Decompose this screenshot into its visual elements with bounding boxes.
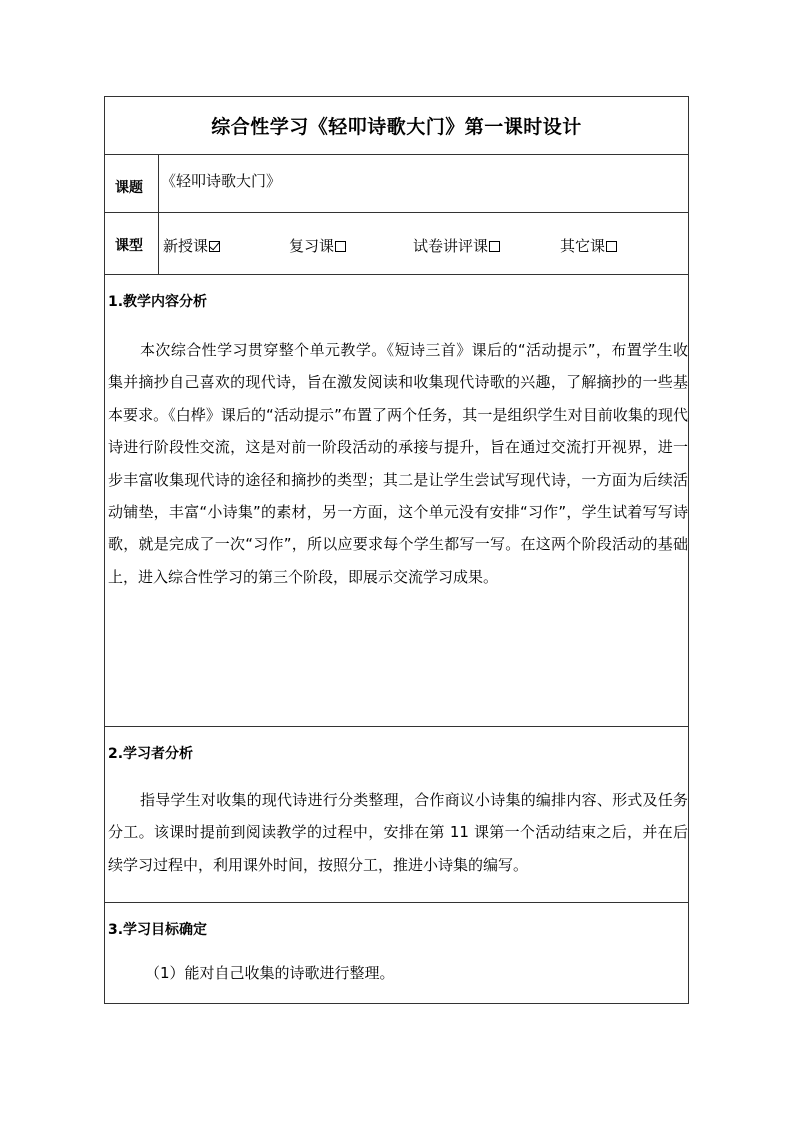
lesson-type-row (105, 213, 688, 275)
goal-item: （1）能对自己收集的诗歌进行整理。 (145, 964, 395, 982)
section-heading: 2.学习者分析 (108, 746, 194, 762)
section-learner-analysis (105, 727, 688, 903)
topic-label: 课题 (115, 180, 143, 196)
option-exam-review-lesson-label: 试卷讲评课 (413, 237, 489, 255)
option-exam-review-lesson[interactable] (413, 235, 500, 256)
unchecked-box-icon[interactable] (335, 241, 346, 252)
section-heading: 1.教学内容分析 (108, 294, 208, 310)
topic-row (105, 155, 688, 213)
unchecked-box-icon[interactable] (489, 241, 500, 252)
option-new-lesson[interactable] (163, 235, 220, 256)
option-other-lesson[interactable] (560, 235, 617, 256)
option-other-lesson-label: 其它课 (560, 237, 606, 255)
lesson-type-label-cell (105, 213, 159, 274)
document-title: 综合性学习《轻叩诗歌大门》第一课时设计 (211, 116, 582, 138)
lesson-design-table (104, 96, 689, 1004)
checked-box-icon[interactable] (209, 241, 220, 252)
section-heading: 3.学习目标确定 (108, 922, 208, 938)
section-learning-goals (105, 903, 688, 1005)
unchecked-box-icon[interactable] (606, 241, 617, 252)
topic-label-cell (105, 155, 159, 212)
option-review-lesson-label: 复习课 (289, 237, 335, 255)
option-new-lesson-label: 新授课 (163, 237, 209, 255)
title-row (105, 97, 688, 155)
option-review-lesson[interactable] (289, 235, 346, 256)
lesson-type-label: 课型 (115, 238, 143, 254)
section-paragraph: 指导学生对收集的现代诗进行分类整理，合作商议小诗集的编排内容、形式及任务分工。该课时提前到阅读教学的过程中，安排在第 11 课第一个活动结束之后，并在后续学习过程中，利用课外时间，按照分工，推进小诗集的编写。 (108, 791, 688, 874)
section-paragraph: 本次综合性学习贯穿整个单元教学。《短诗三首》课后的“活动提示”，布置学生收集并摘抄自己喜欢的现代诗，旨在激发阅读和收集现代诗歌的兴趣，了解摘抄的一些基本要求。《白桦》课后的“活动提示”布置了两个任务，其一是组织学生对目前收集的现代诗进行阶段性交流，这是对前一阶段活动的承接与提升，旨在通过交流打开视界，进一步丰富收集现代诗的途径和摘抄的类型；其二是让学生尝试写现代诗，一方面为后续活动铺垫，丰富“小诗集”的素材，另一方面，这个单元没有安排“习作”，学生试着写写诗歌，就是完成了一次“习作”，所以应要求每个学生都写一写。在这两个阶段活动的基础上，进入综合性学习的第三个阶段，即展示交流学习成果。 (108, 341, 688, 586)
topic-value: 《轻叩诗歌大门》 (161, 172, 282, 190)
section-content-analysis (105, 275, 688, 727)
